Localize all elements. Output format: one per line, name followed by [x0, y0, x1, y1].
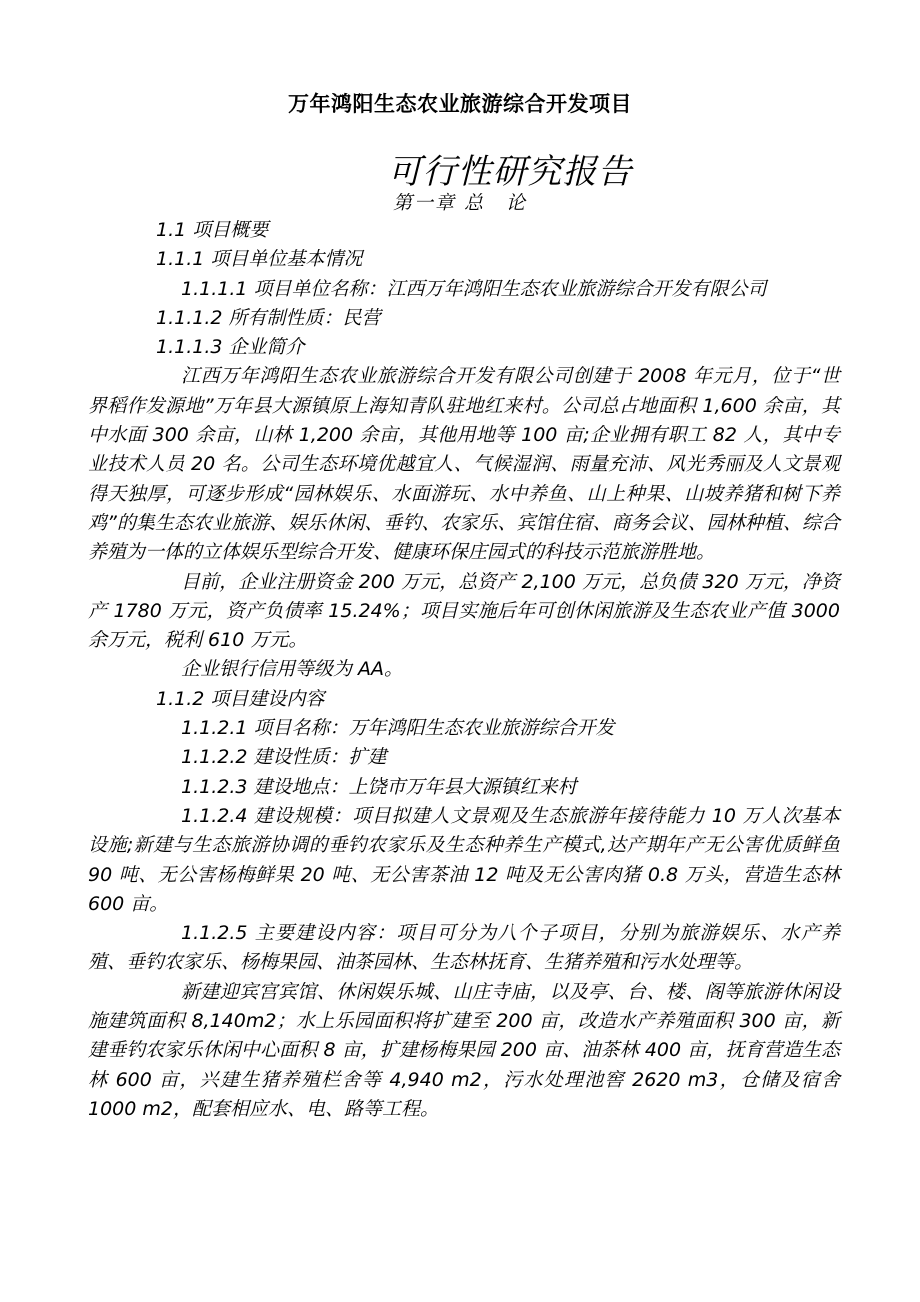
paragraph: 1.1.2.4 建设规模：项目拟建人文景观及生态旅游年接待能力 10 万人次基本设施;新建与生态旅游协调的垂钓农家乐及生态种养生产模式,达产期年产无公害优质鲜鱼 90 吨、无公害杨梅鲜果 20 吨、无公害茶油 12 吨及无公害肉猪 0.8 万头，营造生态林 600 亩。: [88, 804, 840, 915]
section-heading: 1.1.1.3 企业简介: [156, 336, 305, 359]
section-heading: 1.1.2.1 项目名称：万年鸿阳生态农业旅游综合开发: [181, 717, 615, 740]
section-heading: 1.1.2 项目建设内容: [156, 687, 325, 710]
section-heading: 1.1.1.1 项目单位名称：江西万年鸿阳生态农业旅游综合开发有限公司: [181, 277, 767, 300]
section-heading: 1.1.1.2 所有制性质：民营: [156, 306, 381, 329]
section-heading: 1.1.1 项目单位基本情况: [156, 248, 363, 271]
document-body: [88, 216, 840, 1124]
document-title: 万年鸿阳生态农业旅游综合开发项目: [288, 92, 632, 116]
paragraph: 企业银行信用等级为 AA。: [181, 658, 404, 681]
paragraph: 1.1.2.5 主要建设内容：项目可分为八个子项目，分别为旅游娱乐、水产养殖、垂钓农家乐、杨梅果园、油茶园林、生态林抚育、生猪养殖和污水处理等。: [88, 922, 840, 974]
report-title: 可行性研究报告: [387, 152, 633, 192]
section-heading: 1.1.2.2 建设性质：扩建: [181, 746, 387, 769]
chapter-heading: 第一章 总 论: [392, 192, 528, 214]
paragraph: 新建迎宾宫宾馆、休闲娱乐城、山庄寺庙，以及亭、台、楼、阁等旅游休闲设施建筑面积 8,140m2；水上乐园面积将扩建至 200 亩，改造水产养殖面积 300 亩，新建垂钓农家乐休闲中心面积 8 亩，扩建杨梅果园 200 亩、油茶林 400 亩，抚育营造生态林 600 亩，兴建生猪养殖栏舍等 4,940 m2，污水处理池窖 2620 m3，仓储及宿舍 1000 m2，配套相应水、电、路等工程。: [88, 980, 840, 1120]
section-heading: 1.1.2.3 建设地点：上饶市万年县大源镇红来村: [181, 775, 577, 798]
paragraph: 目前，企业注册资金 200 万元，总资产 2,100 万元，总负债 320 万元，净资产 1780 万元，资产负债率 15.24%；项目实施后年可创休闲旅游及生态农业产值 3000 余万元，税利 610 万元。: [88, 570, 840, 652]
section-heading: 1.1 项目概要: [156, 219, 269, 241]
paragraph: 江西万年鸿阳生态农业旅游综合开发有限公司创建于 2008 年元月，位于“世界稻作发源地”万年县大源镇原上海知青队驻地红来村。公司总占地面积 1,600 余亩，其中水面 300 余亩，山林 1,200 余亩，其他用地等 100 亩;企业拥有职工 82 人，其中专业技术人员 20 名。公司生态环境优越宜人、气候湿润、雨量充沛、风光秀丽及人文景观得天独厚，可逐步形成“园林娱乐、水面游玩、水中养鱼、山上种果、山坡养猪和树下养鸡”的集生态农业旅游、娱乐休闲、垂钓、农家乐、宾馆住宿、商务会议、园林种植、综合养殖为一体的立体娱乐型综合开发、健康环保庄园式的科技示范旅游胜地。: [88, 365, 840, 564]
